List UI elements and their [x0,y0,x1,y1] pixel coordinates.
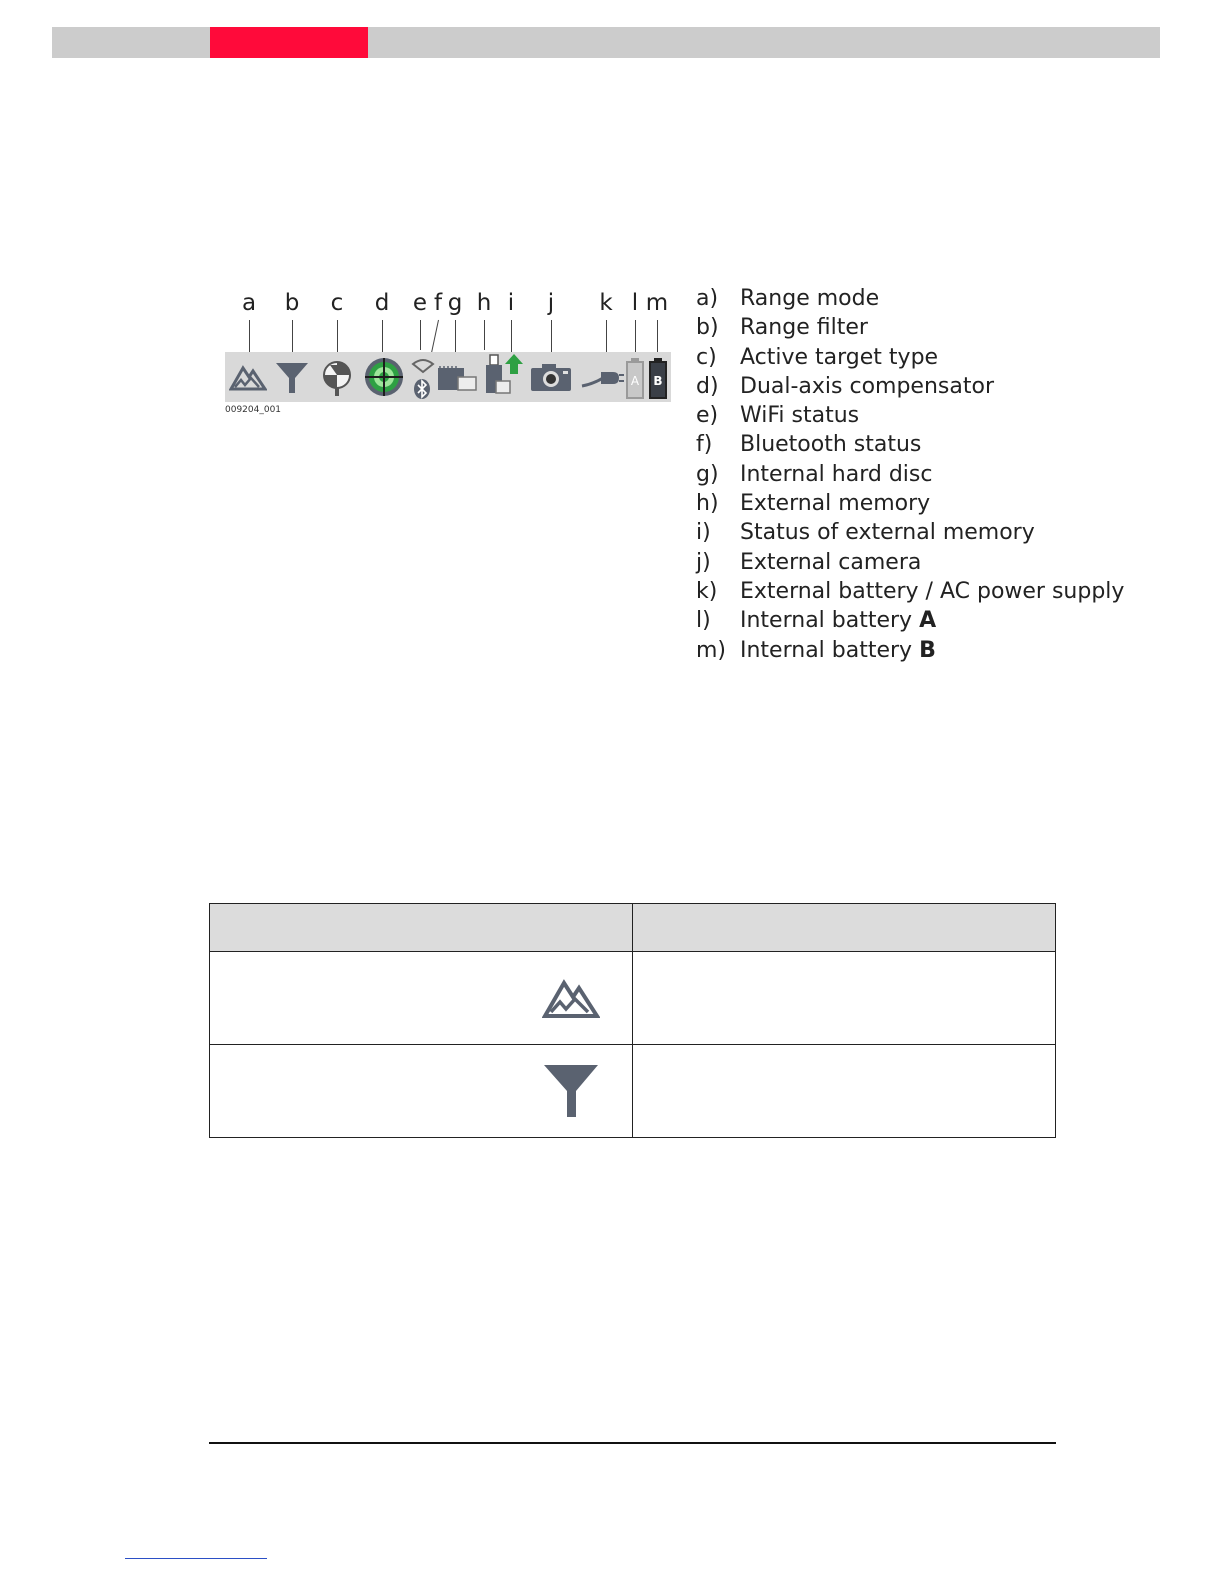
callout-d: d [374,290,390,316]
battery-a-label: A [630,374,640,388]
battery-b-label: B [653,374,663,388]
legend-item [696,343,1136,372]
legend-item [696,460,1136,489]
legend-item [696,548,1136,577]
wifi-icon [411,358,435,374]
power-plug-icon [581,366,625,390]
legend-item [696,372,1136,401]
legend-label: External battery / AC power supply [740,578,1125,604]
callout-c: c [330,290,344,316]
footer-link-underline[interactable] [125,1558,267,1559]
legend-key: l) [696,608,711,634]
icon-legend [696,284,1136,665]
callout-e: e [412,290,428,316]
prism-icon [321,359,353,397]
table-text-cell [632,1045,1055,1138]
mountains-icon [229,362,267,392]
legend-text [740,518,1035,547]
upload-arrow-icon [504,353,524,375]
bluetooth-icon [413,378,431,400]
legend-text [740,606,936,635]
legend-label: Range mode [740,286,880,311]
compensator-target-icon [362,355,406,399]
legend-item [696,284,1136,313]
legend-key: i) [696,520,711,546]
footer-rule [209,1442,1056,1444]
callout-a: a [241,290,257,316]
legend-text [740,460,932,489]
table-header-cell [210,904,633,952]
status-bar-figure [222,286,674,421]
battery-a-icon [626,357,644,399]
legend-label: Range filter [740,315,868,341]
legend-text [740,372,994,401]
legend-key: c) [696,344,717,370]
hard-disc-icon [436,365,478,393]
leader-h [484,320,485,350]
legend-label: Active target type [740,344,939,370]
legend-item [696,636,1136,665]
legend-item [696,577,1136,606]
mountains-icon [542,975,600,1021]
table-icon-cell [210,952,633,1045]
legend-text [740,343,938,372]
callout-h: h [476,290,492,316]
table-row [210,1045,1056,1138]
legend-label: Bluetooth status [740,432,922,458]
legend-label: Dual-axis compensator [740,373,994,399]
legend-key: e) [696,403,719,429]
legend-text [740,636,936,665]
header-band [52,27,1160,58]
legend-item [696,401,1136,430]
table-text-cell [632,952,1055,1045]
camera-icon [530,362,572,392]
legend-text [740,284,879,313]
legend-label: Internal hard disc [740,461,933,487]
legend-label: Status of external memory [740,520,1035,546]
legend-key: k) [696,578,718,604]
legend-key: a) [696,286,719,311]
table-header-cell [632,904,1055,952]
legend-text [740,430,921,459]
leader-i [511,320,512,356]
header-accent [210,27,368,58]
battery-b-icon [649,357,667,399]
callout-g: g [447,290,463,316]
legend-item [696,606,1136,635]
legend-label: Internal battery [740,608,920,634]
legend-label: External memory [740,491,931,517]
legend-key: g) [696,461,719,487]
legend-text [740,489,930,518]
callout-f: f [433,290,443,316]
legend-label: WiFi status [740,403,860,429]
callout-k: k [599,290,613,316]
legend-label: Internal battery [740,637,920,663]
table-header-row [210,904,1056,952]
legend-key: m) [696,637,727,663]
legend-bold-label: A [919,608,937,634]
funnel-icon [542,1063,600,1119]
legend-item [696,489,1136,518]
legend-key: j) [696,549,711,575]
callout-b: b [284,290,300,316]
icon-table [209,903,1056,1138]
legend-text [740,401,859,430]
callout-i: i [507,290,515,316]
status-icon-bar [225,352,671,402]
legend-key: d) [696,373,719,399]
callout-m: m [645,290,669,316]
legend-text [740,313,868,342]
leader-e [420,320,421,350]
legend-item [696,430,1136,459]
legend-text [740,548,921,577]
callout-j: j [547,290,555,316]
legend-item [696,313,1136,342]
legend-key: f) [696,432,713,458]
legend-key: h) [696,491,719,517]
legend-text [740,577,1124,606]
funnel-icon [274,360,310,396]
figure-code: 009204_001 [225,405,282,415]
legend-item [696,518,1136,547]
table-icon-cell [210,1045,633,1138]
table-row [210,952,1056,1045]
legend-key: b) [696,315,719,341]
legend-bold-label: B [919,637,936,663]
legend-label: External camera [740,549,922,575]
callout-l: l [631,290,639,316]
